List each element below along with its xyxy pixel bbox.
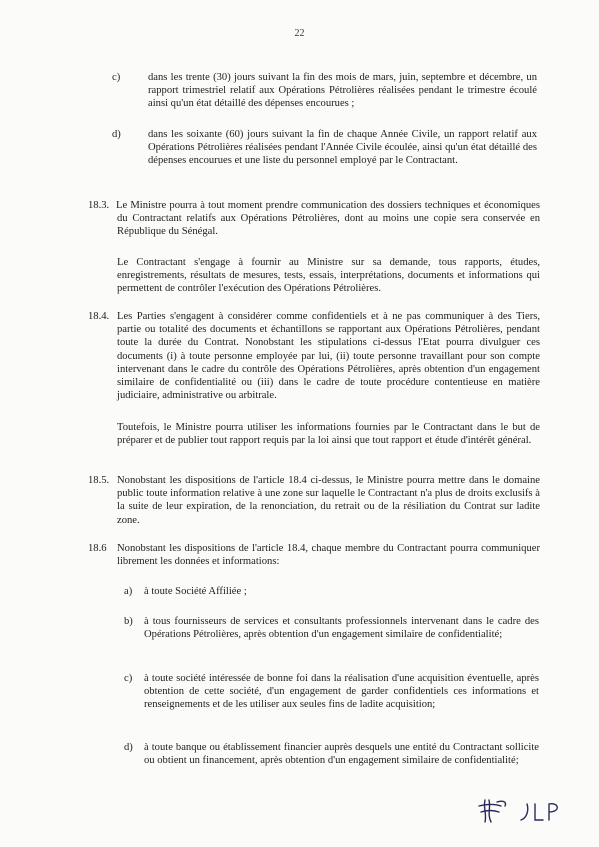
paragraph: Le Ministre pourra à tout moment prendre communication des dossiers techniques et économiques du Contractant relatifs aux Opérations Pétrolières, dont au moins une copie sera conservée en République du Sénégal. (116, 200, 540, 238)
list-item: dans les soixante (60) jours suivant la fin de chaque Année Civile, un rapport relatif aux Opérations Pétrolières réalisées pendant l'Année Civile écoulée, ainsi qu'un état détaillé des dépenses encourues et une liste du personnel employé par le Contractant. (148, 129, 537, 167)
item-label: c) (124, 673, 133, 684)
list-item: à toute Société Affiliée ; (144, 586, 247, 597)
paragraph: Nonobstant les dispositions de l'article 18.4 ci-dessus, le Ministre pourra mettre dans le domaine public toute information relative à une zone sur laquelle le Contractant n'a plus de droits exclusifs à la suite de leur expiration, de la renonciation, du retrait ou de la résiliation du Contrat sur ladite zone. (117, 475, 540, 526)
paragraph: Toutefois, le Ministre pourra utiliser les informations fournies par le Contractant dans le but de préparer et de publier tout rapport requis par la loi ainsi que tout rapport et étude d'intérêt général. (117, 422, 540, 447)
section-number: 18.4. (88, 311, 110, 322)
section-number: 18.5. (88, 475, 110, 486)
list-item: à toute banque ou établissement financier auprès desquels une entité du Contractant sollicite ou obtient un financement, après obtention d'un engagement similaire de confidentialité; (144, 742, 539, 767)
item-label: c) (112, 72, 121, 83)
item-label: b) (124, 616, 133, 627)
list-item: à toute société intéressée de bonne foi dans la réalisation d'une acquisition éventuelle, après obtention de cette société, d'un engagement de garder confidentiels ces informations et renseignements et de les utiliser aux seules fins de ladite acquisition; (144, 673, 539, 711)
item-label: d) (112, 129, 121, 140)
handwritten-initials (477, 796, 577, 831)
paragraph: Nonobstant les dispositions de l'article 18.4, chaque membre du Contractant pourra communiquer librement les données et informations: (117, 543, 540, 568)
paragraph: Les Parties s'engagent à considérer comme confidentiels et à ne pas communiquer à des Tiers, partie ou totalité des documents et échantillons se rapportant aux Opérations Pétrolières, pendant toute la durée du Contrat. Nonobstant les stipulations ci-dessus l'Etat pourra divulguer ces documents (i) à toute personne employée par lui, (ii) toute personne travaillant pour son compte intervenant dans le cadre du contrôle des Opérations Pétrolières, après obtention d'un engagement similaire de confidentialité ou (iii) dans le cadre de toute procédure contentieuse en matière judiciaire, administrative ou arbitrale. (117, 311, 540, 402)
item-label: d) (124, 742, 133, 753)
page-number: 22 (294, 28, 305, 39)
section-number: 18.6 (88, 543, 107, 554)
initials-mark (477, 796, 577, 826)
list-item: à tous fournisseurs de services et consultants professionnels intervenant dans le cadre des Opérations Pétrolières, après obtention d'un engagement similaire de confidentialité; (144, 616, 539, 641)
paragraph: Le Contractant s'engage à fournir au Ministre sur sa demande, tous rapports, études, enregistrements, résultats de mesures, tests, essais, interprétations, documents et informations qui permettent de contrôler l'exécution des Opérations Pétrolières. (117, 257, 540, 295)
list-item: dans les trente (30) jours suivant la fin des mois de mars, juin, septembre et décembre, un rapport trimestriel relatif aux Opérations Pétrolières réalisées pendant le trimestre écoulé ainsi qu'un état détaillé des dépenses encourues ; (148, 72, 537, 110)
section-number: 18.3. (88, 200, 110, 211)
item-label: a) (124, 586, 133, 597)
